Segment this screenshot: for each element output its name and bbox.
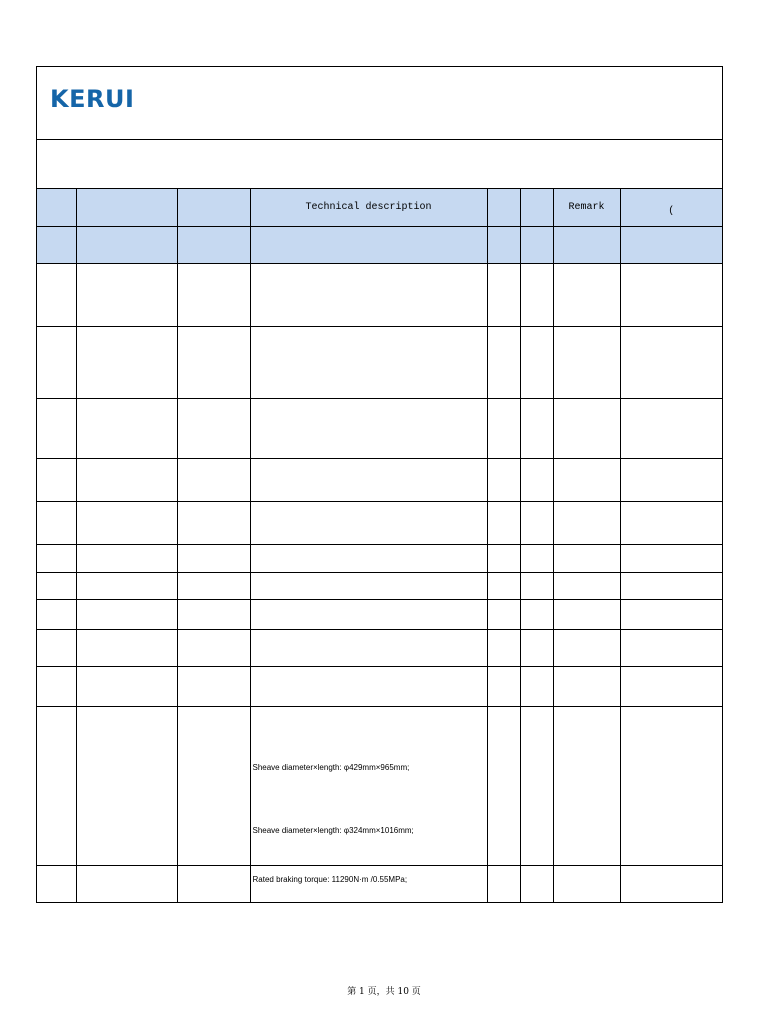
- table-cell: [553, 706, 620, 865]
- document-sheet: [36, 66, 723, 903]
- technical-description-cell: [250, 706, 487, 865]
- table-cell: [177, 501, 250, 544]
- table-cell: [37, 326, 76, 398]
- table-cell: [76, 666, 177, 706]
- technical-description-cell: [250, 599, 487, 629]
- spec-table: [37, 189, 722, 902]
- table-cell: [620, 326, 722, 398]
- table-row: [37, 666, 722, 706]
- table-cell: [520, 501, 553, 544]
- header-cell: [76, 189, 177, 226]
- logo-row: [37, 67, 722, 140]
- technical-description-cell: [250, 572, 487, 599]
- table-row: [37, 865, 722, 902]
- table-cell: [177, 629, 250, 666]
- table-cell: [177, 706, 250, 865]
- table-cell: [487, 706, 520, 865]
- table-cell: [487, 629, 520, 666]
- technical-description-cell: [250, 865, 487, 902]
- table-row: [37, 326, 722, 398]
- table-cell: [76, 572, 177, 599]
- table-cell: [177, 263, 250, 326]
- page-footer: 第 1 页，共 10 页: [347, 987, 421, 997]
- header-cell: [520, 189, 553, 226]
- table-cell: [520, 572, 553, 599]
- table-cell: [76, 629, 177, 666]
- table-cell: [76, 865, 177, 902]
- table-cell: [553, 501, 620, 544]
- table-cell: [487, 263, 520, 326]
- table-cell: [553, 263, 620, 326]
- technical-description-cell: [250, 326, 487, 398]
- table-cell: [553, 865, 620, 902]
- table-cell: [37, 458, 76, 501]
- header-technical-description: Technical description: [250, 189, 487, 226]
- table-cell: [520, 263, 553, 326]
- technical-description-cell: [250, 263, 487, 326]
- table-cell: [37, 544, 76, 572]
- header-cell: [487, 226, 520, 263]
- table-cell: [487, 544, 520, 572]
- header-remark: Remark: [553, 189, 620, 226]
- description-line: Sheave diameter×length: φ324mm×1016mm;: [252, 825, 414, 835]
- technical-description-cell: [250, 629, 487, 666]
- table-cell: [37, 501, 76, 544]
- table-cell: [487, 326, 520, 398]
- technical-description-cell: [250, 501, 487, 544]
- table-cell: [553, 458, 620, 501]
- header-col-8: (: [620, 189, 722, 226]
- table-cell: [177, 544, 250, 572]
- table-cell: [620, 865, 722, 902]
- description-line: Sheave diameter×length: φ429mm×965mm;: [252, 762, 410, 772]
- table-cell: [520, 599, 553, 629]
- header-cell: [177, 226, 250, 263]
- table-cell: [553, 398, 620, 458]
- table-row: [37, 458, 722, 501]
- table-cell: [620, 706, 722, 865]
- table-cell: [553, 666, 620, 706]
- table-cell: [620, 572, 722, 599]
- table-cell: [177, 326, 250, 398]
- technical-description-cell: [250, 544, 487, 572]
- table-cell: [487, 599, 520, 629]
- table-cell: [76, 398, 177, 458]
- table-cell: [177, 666, 250, 706]
- table-cell: [553, 544, 620, 572]
- table-cell: [177, 458, 250, 501]
- table-row: [37, 263, 722, 326]
- technical-description-cell: [250, 398, 487, 458]
- table-row: [37, 544, 722, 572]
- header-cell: [76, 226, 177, 263]
- table-cell: [553, 572, 620, 599]
- header-cell: [250, 226, 487, 263]
- company-logo: KERUI: [50, 85, 135, 113]
- table-cell: [37, 263, 76, 326]
- table-cell: [520, 706, 553, 865]
- table-cell: [487, 666, 520, 706]
- table-cell: [76, 599, 177, 629]
- table-cell: [487, 572, 520, 599]
- table-cell: [553, 629, 620, 666]
- table-cell: [37, 629, 76, 666]
- table-cell: [37, 865, 76, 902]
- title-row: [37, 140, 722, 189]
- table-row: [37, 599, 722, 629]
- header-cell: [520, 226, 553, 263]
- table-cell: [520, 544, 553, 572]
- table-cell: [553, 599, 620, 629]
- table-cell: [520, 458, 553, 501]
- table-row: [37, 629, 722, 666]
- header-cell: [177, 189, 250, 226]
- table-cell: [487, 398, 520, 458]
- table-cell: [76, 501, 177, 544]
- table-cell: [487, 865, 520, 902]
- table-cell: [620, 398, 722, 458]
- table-cell: [620, 458, 722, 501]
- table-cell: [76, 263, 177, 326]
- table-cell: [620, 501, 722, 544]
- table-cell: [177, 599, 250, 629]
- table-cell: [487, 458, 520, 501]
- table-cell: [177, 572, 250, 599]
- table-cell: [620, 599, 722, 629]
- table-cell: [177, 398, 250, 458]
- table-cell: [520, 326, 553, 398]
- table-cell: [520, 629, 553, 666]
- technical-description-cell: [250, 458, 487, 501]
- table-row: [37, 706, 722, 865]
- table-cell: [177, 865, 250, 902]
- table-cell: [37, 706, 76, 865]
- table-cell: [37, 398, 76, 458]
- table-row: [37, 501, 722, 544]
- table-cell: [37, 666, 76, 706]
- header-row-1: [37, 189, 722, 226]
- table-cell: [76, 326, 177, 398]
- table-cell: [37, 599, 76, 629]
- table-cell: [76, 706, 177, 865]
- table-cell: [620, 263, 722, 326]
- table-row: [37, 572, 722, 599]
- table-cell: [520, 666, 553, 706]
- table-cell: [620, 544, 722, 572]
- table-cell: [487, 501, 520, 544]
- table-cell: [76, 544, 177, 572]
- table-row: [37, 398, 722, 458]
- description-line: Rated braking torque: 11290N·m /0.55MPa;: [252, 875, 408, 885]
- table-cell: [620, 666, 722, 706]
- header-cell: [37, 226, 76, 263]
- header-row-2: [37, 226, 722, 263]
- header-cell: [553, 226, 620, 263]
- header-cell: [37, 189, 76, 226]
- header-cell: [487, 189, 520, 226]
- table-cell: [37, 572, 76, 599]
- table-cell: [553, 326, 620, 398]
- table-cell: [620, 629, 722, 666]
- header-cell: [620, 226, 722, 263]
- table-cell: [76, 458, 177, 501]
- technical-description-cell: [250, 666, 487, 706]
- table-cell: [520, 398, 553, 458]
- table-cell: [520, 865, 553, 902]
